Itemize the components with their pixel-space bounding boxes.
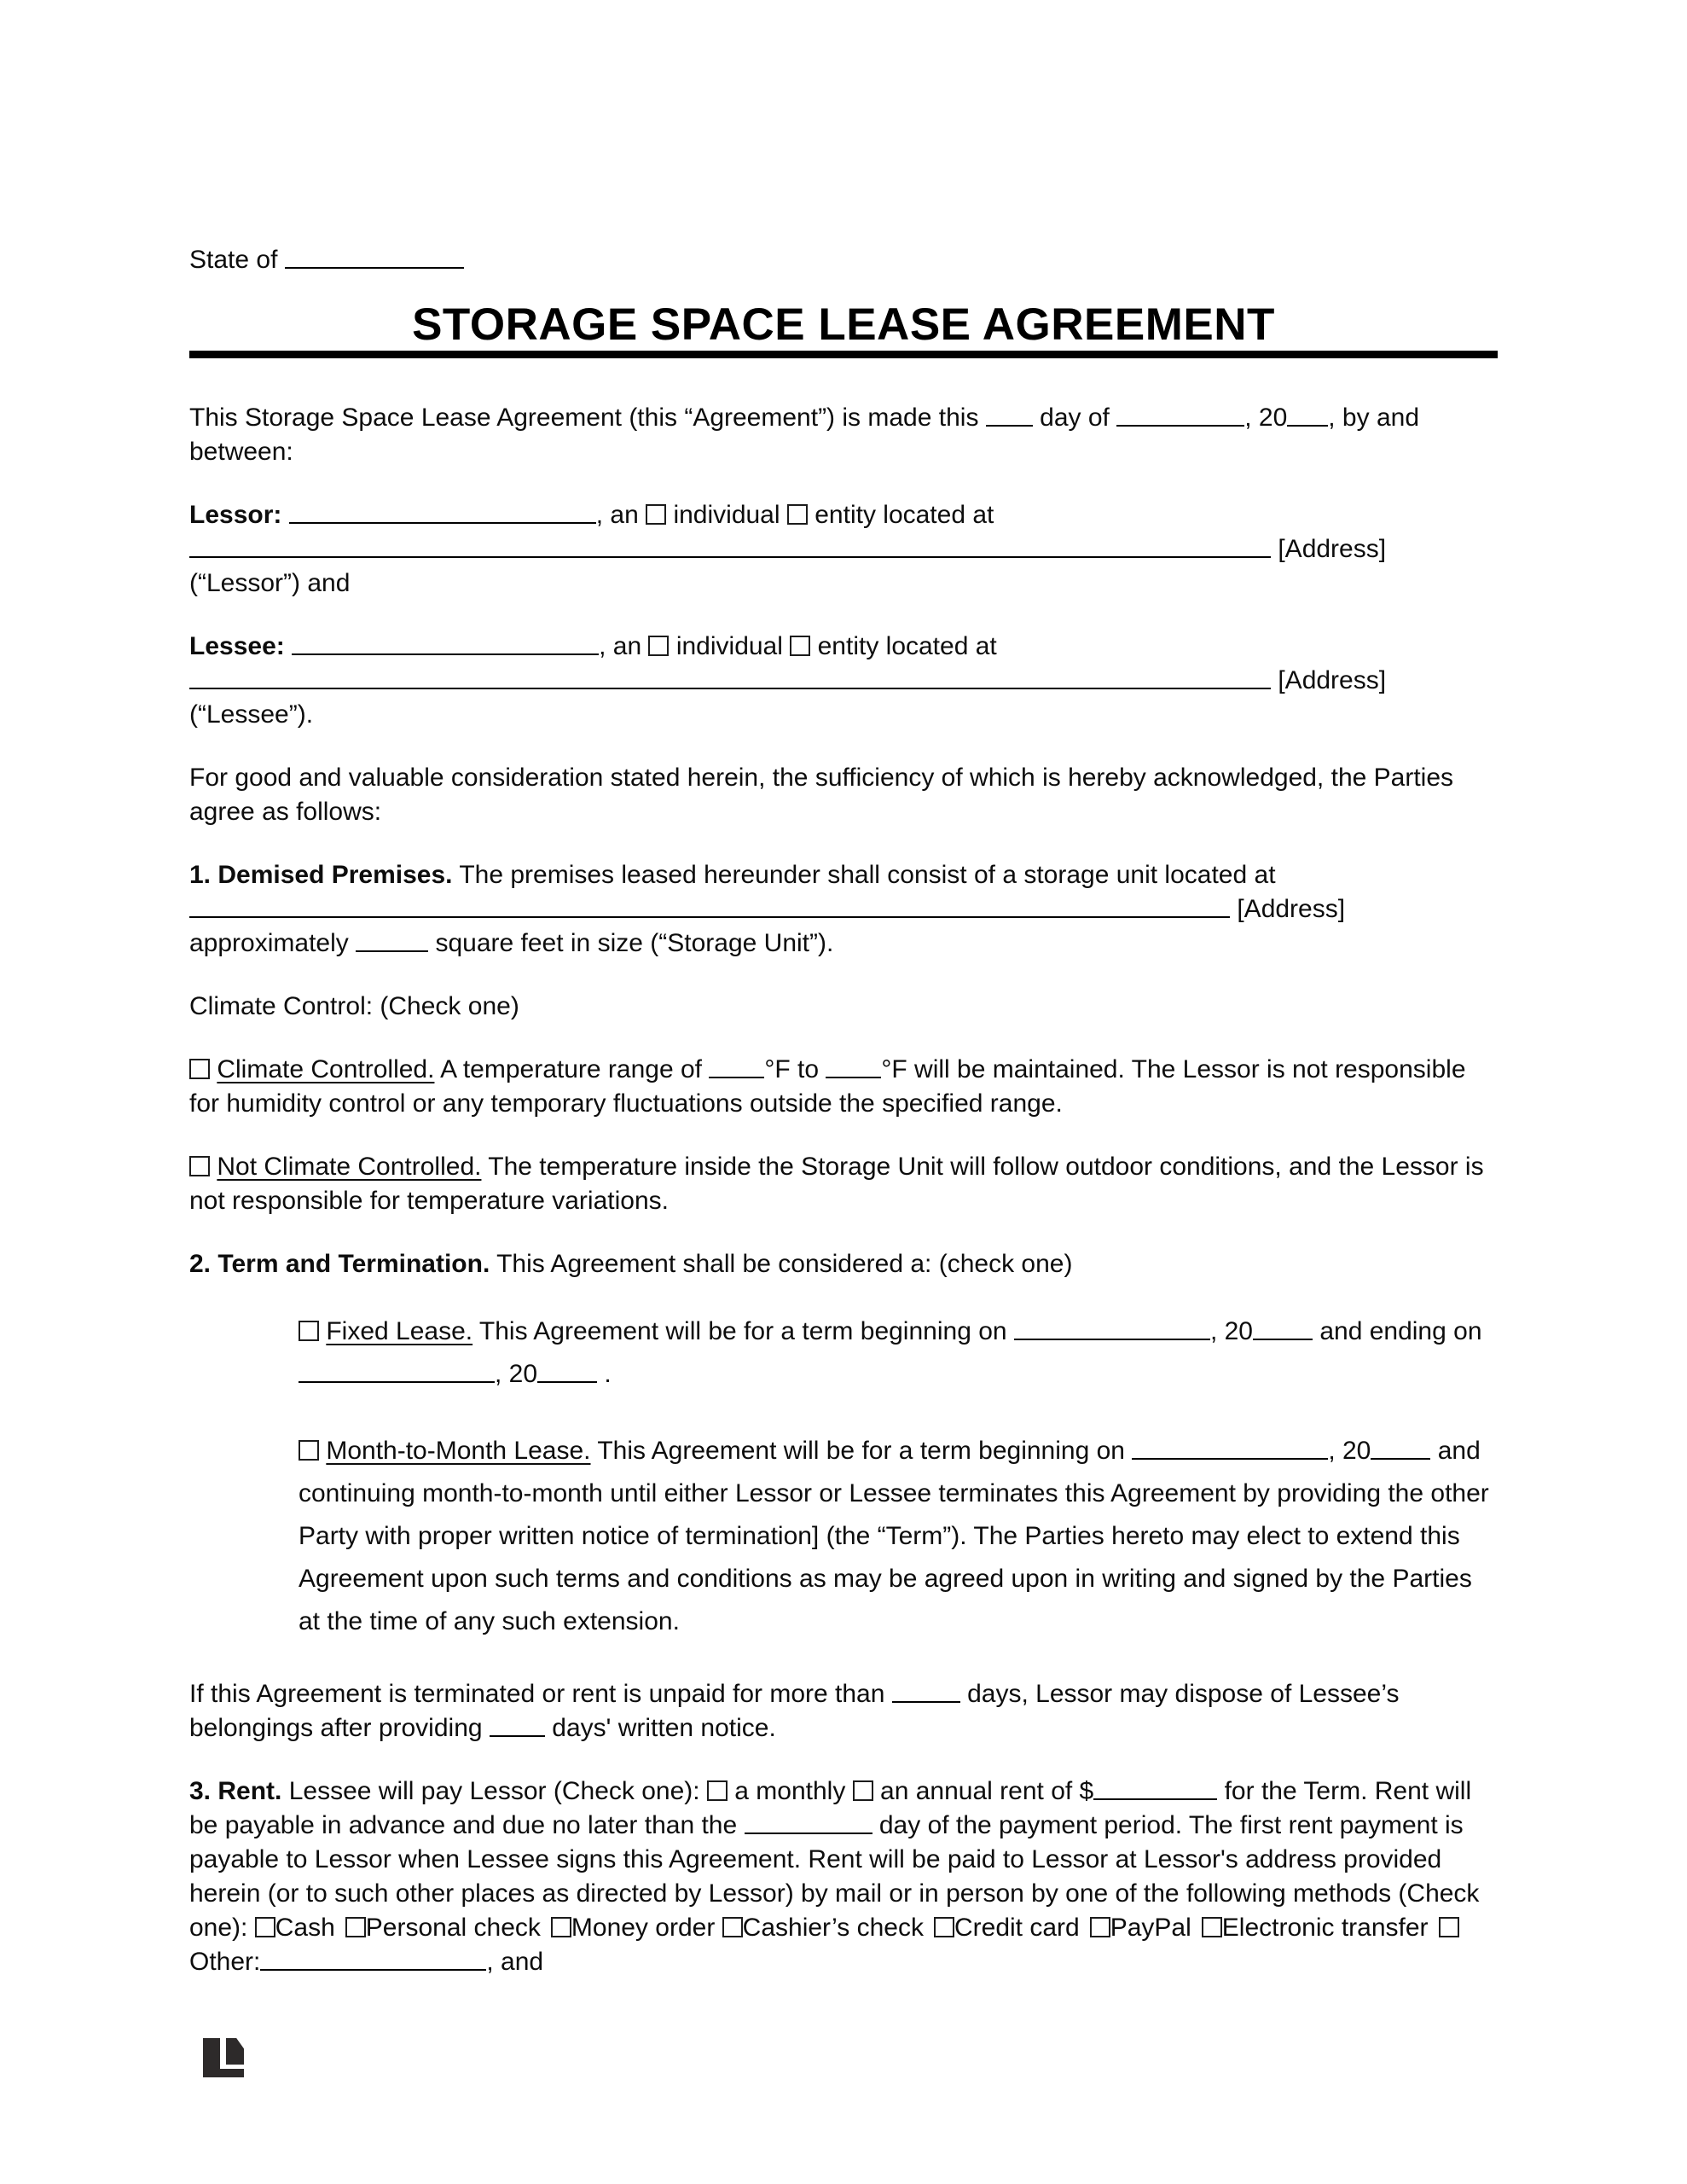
blank-notice-days[interactable] [490, 1713, 545, 1737]
m2m-comma-20: , 20 [1328, 1437, 1371, 1465]
m2m-tail: and continuing month-to-month until either Lessor or Lessee terminates this Agreement by providing the other Party with proper written notice of termination] (the “Term”). The Parties hereto may elect to extend this Agreement upon such terms and conditions as may be agreed upon in writing and signed by the Parties at the time of any such extension. [299, 1437, 1489, 1635]
section-3-rent [189, 1774, 1498, 1979]
checkbox-climate-controlled[interactable] [189, 1059, 210, 1079]
blank-fixed-start-year[interactable] [1253, 1316, 1313, 1340]
checkbox-rent-monthly[interactable] [707, 1780, 728, 1801]
blank-square-feet[interactable] [356, 928, 428, 952]
premises-address-tag: [Address] [1237, 895, 1346, 923]
lessee-block [189, 630, 1498, 732]
blank-year[interactable] [1287, 403, 1328, 427]
not-climate-controlled-title: Not Climate Controlled. [217, 1153, 482, 1181]
state-of-line [189, 243, 1498, 277]
section-2-term-heading [189, 1247, 1498, 1281]
blank-lessor-address[interactable] [189, 534, 1271, 558]
rent-for-term: for the Term. Rent will be payable in advance and due no later than the [189, 1777, 1472, 1839]
checkbox-lessor-entity[interactable] [787, 504, 808, 525]
not-climate-controlled-option [189, 1150, 1498, 1218]
climate-controlled-option [189, 1053, 1498, 1121]
blank-fixed-end-date[interactable] [299, 1359, 495, 1383]
blank-unpaid-days[interactable] [892, 1679, 960, 1703]
checkbox-method-personal-check[interactable] [345, 1917, 366, 1937]
method-cash-label: Cash [275, 1914, 335, 1942]
checkbox-method-credit-card[interactable] [934, 1917, 954, 1937]
section-1-label: 1. Demised Premises. [189, 861, 453, 889]
checkbox-method-money-order[interactable] [551, 1917, 571, 1937]
section-2-label: 2. Term and Termination. [189, 1250, 490, 1278]
rent-and-tail: , and [486, 1948, 544, 1976]
blank-storage-address[interactable] [189, 894, 1230, 918]
intro-text: This Storage Space Lease Agreement (this “Agreement”) is made this [189, 404, 979, 432]
lessor-defined-line: (“Lessor”) and [189, 569, 351, 597]
dispose-text-a: If this Agreement is terminated or rent is unpaid for more than [189, 1680, 885, 1708]
fixed-period: . [604, 1360, 612, 1388]
lessee-individual-label: individual [675, 632, 783, 660]
intro-paragraph [189, 401, 1498, 469]
checkbox-lessee-individual[interactable] [648, 636, 669, 656]
rent-annual-label: an annual rent of $ [880, 1777, 1094, 1805]
checkbox-method-cashiers-check[interactable] [722, 1917, 743, 1937]
logo-bottom-bar [203, 2069, 244, 2077]
state-of-label: State of [189, 246, 278, 274]
lessee-entity-label: entity located at [817, 632, 997, 660]
climate-controlled-title: Climate Controlled. [217, 1055, 435, 1083]
climate-f-to: °F to [764, 1055, 820, 1083]
lessor-entity-label: entity located at [815, 501, 994, 529]
blank-lessor-name[interactable] [289, 500, 596, 524]
lessor-individual-label: individual [673, 501, 780, 529]
premises-sqft-line [189, 926, 1498, 961]
blank-lessee-name[interactable] [292, 631, 599, 655]
checkbox-fixed-lease[interactable] [299, 1321, 319, 1341]
premises-body: The premises leased hereunder shall consist of a storage unit located at [459, 861, 1276, 889]
fixed-lease-option [189, 1310, 1498, 1396]
blank-temp-high[interactable] [826, 1054, 881, 1078]
checkbox-lessor-individual[interactable] [646, 504, 666, 525]
checkbox-method-cash[interactable] [255, 1917, 275, 1937]
method-other-label: Other: [189, 1948, 261, 1976]
m2m-beginning: This Agreement will be for a term beginning on [597, 1437, 1125, 1465]
lessee-address-line [189, 664, 1498, 698]
fixed-lease-title: Fixed Lease. [326, 1317, 473, 1345]
month-to-month-option [189, 1430, 1498, 1643]
lessee-address-tag: [Address] [1278, 666, 1387, 694]
fixed-comma-20b: , 20 [495, 1360, 538, 1388]
lessee-name-line [189, 630, 1498, 664]
blank-fixed-start-date[interactable] [1014, 1316, 1210, 1340]
blank-state-name[interactable] [285, 245, 464, 269]
checkbox-method-electronic-transfer[interactable] [1202, 1917, 1222, 1937]
lessee-an: , an [599, 632, 642, 660]
dispose-text-c: days' written notice. [552, 1714, 776, 1742]
rent-due-tail: day of the payment period. The first rent payment is payable to Lessor when Lessee signs this Agreement. Rent will be paid to Lessor at Lessor's address provided herein (or to such other places as directed by Lessor) by mail or in person by one of the following methods (Check one): [189, 1811, 1480, 1942]
intro-day-of: day of [1040, 404, 1110, 432]
intro-by-between: , by and between: [189, 404, 1420, 466]
method-credit-card-label: Credit card [954, 1914, 1080, 1942]
fixed-and-ending: and ending on [1319, 1317, 1482, 1345]
blank-fixed-end-year[interactable] [537, 1359, 597, 1383]
title-divider [189, 351, 1498, 358]
logo-top-right-block [226, 2038, 244, 2065]
climate-control-heading: Climate Control: (Check one) [189, 992, 519, 1020]
premises-approximately: approximately [189, 929, 349, 957]
checkbox-method-other[interactable] [1439, 1917, 1459, 1937]
page-title: STORAGE SPACE LEASE AGREEMENT [412, 299, 1275, 350]
method-personal-check-label: Personal check [365, 1914, 541, 1942]
rent-pay-text: Lessee will pay Lessor (Check one): [288, 1777, 700, 1805]
blank-lessee-address[interactable] [189, 665, 1271, 689]
method-paypal-label: PayPal [1110, 1914, 1191, 1942]
checkbox-month-to-month[interactable] [299, 1440, 319, 1461]
dispose-text-b: days, Lessor may dispose of Lessee’s belongings after providing [189, 1680, 1400, 1742]
blank-day[interactable] [986, 403, 1033, 427]
blank-temp-low[interactable] [709, 1054, 764, 1078]
blank-due-day[interactable] [745, 1810, 872, 1834]
blank-month[interactable] [1116, 403, 1244, 427]
checkbox-rent-annual[interactable] [853, 1780, 873, 1801]
premises-intro-line [189, 858, 1498, 892]
legal-templates-logo [203, 2038, 244, 2077]
lessor-name-line [189, 498, 1498, 532]
method-electronic-transfer-label: Electronic transfer [1221, 1914, 1429, 1942]
intro-comma-20: , 20 [1244, 404, 1288, 432]
lessor-an: , an [595, 501, 639, 529]
dispose-paragraph [189, 1677, 1498, 1745]
lessor-label: Lessor: [189, 501, 282, 529]
blank-other-method[interactable] [260, 1947, 486, 1971]
term-intro: This Agreement shall be considered a: (check one) [496, 1250, 1073, 1278]
checkbox-not-climate-controlled[interactable] [189, 1156, 210, 1176]
consideration-paragraph: For good and valuable consideration stated herein, the sufficiency of which is hereby acknowledged, the Parties agree as follows: [189, 764, 1454, 826]
climate-controlled-text: A temperature range of [440, 1055, 702, 1083]
method-money-order-label: Money order [571, 1914, 716, 1942]
fixed-comma-20: , 20 [1209, 1317, 1253, 1345]
checkbox-method-paypal[interactable] [1090, 1917, 1110, 1937]
month-to-month-title: Month-to-Month Lease. [326, 1437, 591, 1465]
lessee-label: Lessee: [189, 632, 285, 660]
checkbox-lessee-entity[interactable] [790, 636, 810, 656]
lessor-block [189, 498, 1498, 601]
climate-f-tail: °F will be maintained. The Lessor is not responsible for humidity control or any temporary fluctuations outside the specified range. [189, 1055, 1466, 1118]
lessee-defined-line: (“Lessee”). [189, 700, 314, 729]
lessor-address-line [189, 532, 1498, 566]
not-climate-controlled-text: The temperature inside the Storage Unit will follow outdoor conditions, and the Lessor is not responsible for temperature variations. [189, 1153, 1484, 1215]
method-cashiers-check-label: Cashier’s check [742, 1914, 924, 1942]
premises-address-line [189, 892, 1498, 926]
section-3-label: 3. Rent. [189, 1777, 282, 1805]
blank-rent-amount[interactable] [1093, 1776, 1217, 1800]
fixed-lease-beginning: This Agreement will be for a term beginning on [478, 1317, 1007, 1345]
section-1-premises [189, 858, 1498, 961]
rent-monthly-label: a monthly [734, 1777, 846, 1805]
blank-m2m-start-date[interactable] [1132, 1436, 1328, 1460]
premises-sqft-tail: square feet in size (“Storage Unit”). [435, 929, 834, 957]
blank-m2m-start-year[interactable] [1371, 1436, 1430, 1460]
lessor-address-tag: [Address] [1278, 535, 1387, 563]
